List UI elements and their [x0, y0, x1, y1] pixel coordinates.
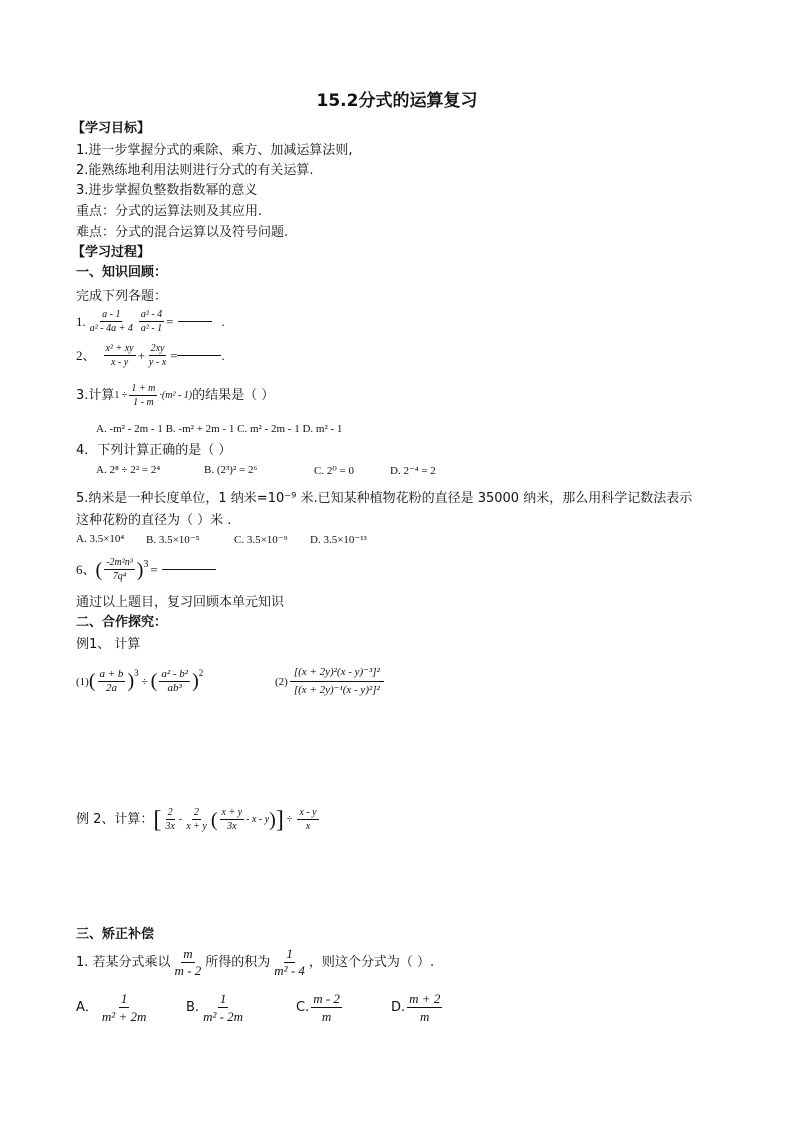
q1-answer-blank[interactable] [178, 321, 212, 322]
ex1-p1-label: (1) [76, 675, 89, 688]
q5-option-b: B. 3.5×10⁻⁵ [146, 534, 200, 546]
ex1-p1-fraction-1 [98, 668, 126, 695]
q3-num: 1 + m [131, 383, 156, 394]
q2-fraction-1 [104, 342, 136, 369]
c1-option-b-num: 1 [219, 991, 227, 1006]
ex2-den-1: 3x [165, 821, 175, 832]
q2-den-1: x - y [110, 357, 129, 368]
q3-lead: 1 ÷ [114, 389, 128, 401]
question-2 [76, 342, 225, 369]
c1-option-c-label: C. [296, 999, 310, 1015]
ex1-p1-lparen-2: ( [150, 670, 158, 692]
objective-1: 1.进一步掌握分式的乘除、乘方、加减运算法则, [76, 143, 353, 158]
q3-options: A. -m² - 2m - 1 B. -m² + 2m - 1 C. m² - 2m - 1 D. m² - 1 [96, 423, 343, 435]
ex2-fraction-2 [184, 806, 209, 833]
ex2-num-4: x - y [299, 807, 317, 818]
q6-den: 7q⁴ [112, 571, 127, 582]
c1-option-b-label: B. [186, 999, 200, 1015]
c1-suffix: ，则这个分式为（ ）. [308, 954, 435, 970]
q2-equals: = [170, 347, 178, 363]
ex2-num-3: x + y [221, 807, 243, 818]
c1-option-d-num: m + 2 [409, 991, 441, 1006]
ex1-p2-label: (2) [275, 675, 288, 688]
c1-option-d-fraction [407, 990, 442, 1025]
ex1-p1-rparen-1: ) [127, 670, 135, 692]
page-title: 15.2分式的运算复习 [316, 91, 478, 111]
ex2-mid: - x - y [246, 813, 270, 825]
q5-option-c: C. 3.5×10⁻⁹ [234, 534, 288, 546]
ex2-prefix: 例 2、计算： [76, 811, 154, 827]
c1-option-c-den: m [321, 1009, 332, 1024]
c1-option-a-num: 1 [120, 991, 128, 1006]
ex2-den-4: x [305, 821, 311, 832]
ex1-p1-power-2: 2 [198, 668, 204, 678]
q5-options [76, 533, 367, 546]
objectives-header: 【学习目标】 [72, 121, 151, 136]
ex1-p1-num-1: a + b [99, 668, 124, 680]
question-5-line-2: 这种花粉的直径为（ ）米 . [76, 513, 232, 528]
q2-den-2: y - x [148, 357, 167, 368]
c1-mid: 所得的积为 [205, 954, 271, 970]
difficult-point: 难点：分式的混合运算以及符号问题. [76, 225, 289, 240]
q3-prefix: 3.计算 [76, 387, 115, 403]
c1-option-a-label: A． [76, 999, 98, 1015]
q1-num-1: a - 1 [102, 309, 121, 320]
c1-option-d-label: D. [391, 999, 406, 1015]
ex1-p1-lparen-1: ( [88, 670, 96, 692]
ex2-minus: - [178, 813, 183, 825]
question-1 [76, 308, 225, 335]
example-1-part-2 [275, 664, 386, 699]
c1-den-2: m² - 4 [274, 963, 305, 978]
q3-den: 1 - m [133, 397, 154, 408]
q1-fraction-1 [88, 308, 135, 335]
q1-den-1: a² - 4a + 4 [89, 323, 133, 334]
c1-option-b-fraction [201, 990, 245, 1025]
q6-left-paren: ( [95, 558, 103, 581]
section-3-heading: 三、矫正补偿 [76, 927, 155, 942]
c1-option-c-num: m - 2 [313, 991, 340, 1006]
q1-number: 1. [76, 313, 86, 329]
c1-option-d-den: m [420, 1009, 430, 1024]
question-4: 4．下列计算正确的是（ ） [76, 443, 232, 458]
c1-option-c-fraction [311, 990, 342, 1025]
q3-suffix: 的结果是（ ） [192, 387, 275, 403]
c1-option-c [296, 990, 391, 1025]
ex2-fraction-4 [297, 806, 318, 833]
q3-fraction [129, 382, 157, 409]
q4-option-d: D. 2⁻⁴ = 2 [390, 465, 436, 477]
ex1-p1-rparen-2: ) [192, 670, 199, 692]
ex1-p1-num-2: a² - b² [161, 668, 189, 680]
q2-num-1: x² + xy [105, 343, 134, 354]
c1-option-a-fraction [100, 990, 148, 1025]
c1-option-b [186, 990, 296, 1025]
c1-prefix: 1. 若某分式乘以 [76, 954, 171, 970]
ex1-p1-den-1: 2a [105, 682, 117, 694]
q6-number: 6、 [76, 561, 96, 577]
review-note: 通过以上题目，复习回顾本单元知识 [76, 595, 285, 610]
ex2-lbracket: [ [153, 806, 162, 833]
q5-option-d: D. 3.5×10⁻¹³ [310, 534, 367, 546]
q4-option-a: A. 2⁸ ÷ 2² = 2⁴ [96, 464, 161, 476]
c1-num-2: 1 [286, 946, 293, 961]
question-3 [76, 382, 274, 409]
q2-plus: + [137, 347, 145, 363]
q2-num-2: 2xy [150, 343, 165, 354]
example-1-title: 例1、 计算 [76, 637, 141, 652]
q4-option-b: B. (2³)² = 2⁶ [204, 464, 258, 476]
ex1-p1-power-1: 3 [134, 668, 139, 678]
ex1-p2-fraction [290, 664, 384, 699]
section-1-heading: 一、知识回顾： [76, 265, 168, 280]
q6-fraction [104, 556, 135, 583]
c1-option-b-den: m² - 2m [203, 1009, 244, 1024]
correction-question-1 [76, 946, 434, 979]
q6-answer-blank[interactable] [162, 569, 216, 570]
c1-num-1: m [183, 946, 193, 961]
ex1-p1-den-2: ab³ [167, 682, 182, 694]
q6-num: -2m²n³ [106, 557, 133, 568]
c1-fraction-2 [272, 946, 307, 979]
q2-answer-blank[interactable] [177, 355, 221, 356]
ex2-den-2: x + y [186, 821, 207, 832]
complete-prompt: 完成下列各题： [76, 289, 168, 304]
q3-tail: ·(m² - 1) [159, 389, 193, 401]
example-2 [76, 806, 321, 833]
c1-options [76, 990, 444, 1025]
ex2-rbracket: ] [275, 806, 284, 833]
q1-num-2: a² - 4 [140, 309, 163, 320]
key-point: 重点：分式的运算法则及其应用. [76, 204, 263, 219]
q6-power: 3 [143, 559, 149, 570]
ex2-lparen: ( [210, 808, 218, 831]
q6-equals: = [150, 561, 158, 577]
ex1-p1-fraction-2 [159, 668, 190, 695]
c1-option-a [76, 990, 186, 1025]
section-2-heading: 二、合作探究： [76, 615, 168, 630]
q1-period: . [221, 313, 225, 329]
ex2-rparen: ) [269, 808, 276, 831]
q1-den-2: a² - 1 [140, 323, 163, 334]
q2-number: 2、 [76, 347, 96, 363]
ex1-p1-div: ÷ [141, 675, 148, 688]
q1-equals: = [166, 313, 174, 329]
objective-3: 3.进步掌握负整数指数幂的意义 [76, 183, 258, 198]
q4-options [96, 464, 436, 477]
ex2-num-2: 2 [194, 807, 200, 818]
ex2-fraction-1 [163, 806, 176, 833]
ex2-den-3: 3x [227, 821, 237, 832]
q4-option-c: C. 2⁰ = 0 [314, 465, 354, 477]
question-6 [76, 556, 216, 583]
q2-period: . [221, 347, 225, 363]
ex2-div: ÷ [286, 813, 293, 825]
c1-option-a-den: m² + 2m [101, 1009, 147, 1024]
ex1-p2-den: [(x + 2y)⁻¹(x - y)²]² [293, 684, 380, 696]
ex1-p2-num: [(x + 2y)²(x - y)⁻³]² [290, 664, 384, 682]
ex2-fraction-3 [220, 806, 245, 833]
c1-option-d [391, 990, 444, 1025]
process-header: 【学习过程】 [72, 245, 151, 260]
objective-2: 2.能熟练地利用法则进行分式的有关运算. [76, 163, 314, 178]
example-1-part-1 [76, 668, 203, 695]
ex2-num-1: 2 [167, 807, 173, 818]
q6-right-paren: ) [136, 558, 144, 581]
c1-den-1: m - 2 [174, 963, 202, 978]
q1-fraction-2 [139, 308, 164, 335]
q5-option-a: A. 3.5×10⁴ [76, 533, 125, 545]
question-5-line-1: 5.纳米是一种长度单位，1 纳米=10⁻⁹ 米.已知某种植物花粉的直径是 35000 纳米，那么用科学记数法表示 [76, 491, 693, 506]
q2-fraction-2 [147, 342, 168, 369]
c1-fraction-1 [173, 946, 204, 979]
